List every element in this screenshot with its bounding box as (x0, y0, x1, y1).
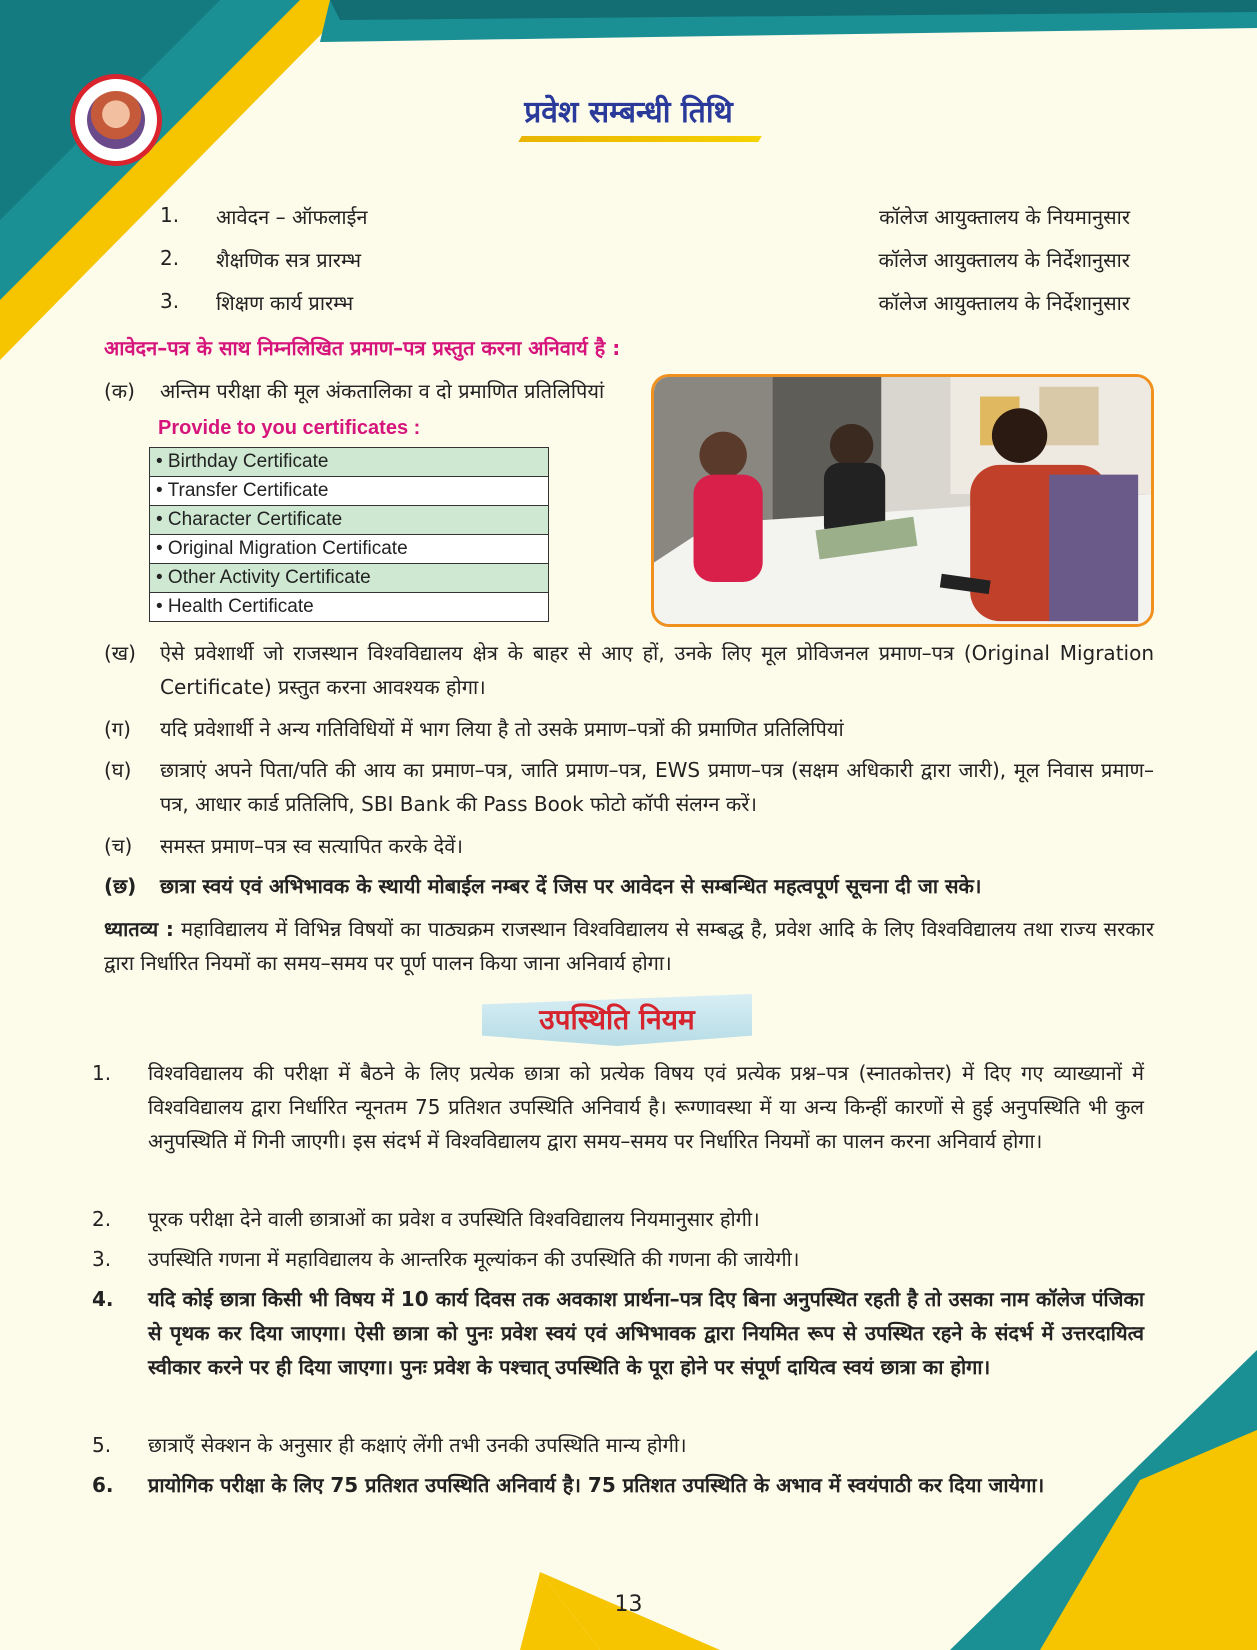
rule-text: यदि कोई छात्रा किसी भी विषय में 10 कार्य दिवस तक अवकाश प्रार्थना–पत्र दिए बिना अनुपस्थित रहती है तो उसका नाम कॉलेज पंजिका से पृथक कर दिया जाएगा। ऐसी छात्रा को पुनः प्रवेश स्वयं एवं अभिभावक द्वारा नियमित रूप से उपस्थित रहने के संदर्भ में उत्तरदायित्व स्वीकार करने पर ही दिया जाएगा। पुनः प्रवेश के पश्चात् उपस्थिति के पूरा होने पर संपूर्ण दायित्व स्वयं छात्रा का होगा। (148, 1287, 1144, 1379)
table-row (150, 448, 549, 477)
document-item (104, 374, 644, 408)
document-text: छात्रा स्वयं एवं अभिभावक के स्थायी मोबाईल नम्बर दें जिस पर आवेदन से सम्बन्धित महत्वपूर्ण सूचना दी जा सके। (160, 874, 982, 898)
schedule-label: शैक्षणिक सत्र प्रारम्भ (216, 248, 362, 272)
page-number: 13 (614, 1592, 643, 1617)
schedule-row (160, 203, 1130, 233)
document-marker: (क) (104, 379, 135, 403)
rule-number: 4. (92, 1287, 114, 1311)
table-row (150, 506, 549, 535)
document-text: यदि प्रवेशार्थी ने अन्य गतिविधियों में भाग लिया है तो उसके प्रमाण–पत्रों की प्रमाणित प्रतिलिपियां (160, 717, 844, 741)
admission-desk-photo (651, 374, 1154, 627)
attendance-rule (92, 1468, 1144, 1502)
certificate-item: • Character Certificate (150, 506, 549, 535)
note-block (104, 912, 1154, 980)
schedule-number: 2. (160, 246, 180, 270)
schedule-value: कॉलेज आयुक्तालय के निर्देशानुसार (878, 291, 1130, 315)
document-marker: (ख) (104, 641, 136, 665)
rule-text: छात्राएँ सेक्शन के अनुसार ही कक्षाएं लेंगी तभी उनकी उपस्थिति मान्य होगी। (148, 1433, 687, 1457)
rule-number: 1. (92, 1061, 112, 1085)
rule-text: प्रायोगिक परीक्षा के लिए 75 प्रतिशत उपस्थिति अनिवार्य है। 75 प्रतिशत उपस्थिति के अभाव में स्वयंपाठी कर दिया जायेगा। (148, 1473, 1045, 1497)
title-underline (518, 136, 761, 142)
document-item (104, 753, 1154, 821)
certificates-heading: Provide to you certificates : (158, 417, 421, 439)
table-row (150, 535, 549, 564)
rule-number: 6. (92, 1473, 114, 1497)
document-text: छात्राएं अपने पिता/पति की आय का प्रमाण–पत्र, जाति प्रमाण–पत्र, EWS प्रमाण–पत्र (सक्षम अधिकारी द्वारा जारी), मूल निवास प्रमाण–पत्र, आधार कार्ड प्रतिलिपि, SBI Bank की Pass Book फोटो कॉपी संलग्न करें। (160, 758, 1154, 816)
certificate-item: • Other Activity Certificate (150, 564, 549, 593)
schedule-number: 3. (160, 289, 180, 313)
rule-number: 5. (92, 1433, 112, 1457)
attendance-rule (92, 1202, 1144, 1236)
table-row (150, 564, 549, 593)
rule-text: पूरक परीक्षा देने वाली छात्राओं का प्रवेश व उपस्थिति विश्वविद्यालय नियमानुसार होगी। (148, 1207, 760, 1231)
attendance-rule (92, 1282, 1144, 1384)
document-marker: (च) (104, 834, 133, 858)
attendance-rule (92, 1428, 1144, 1462)
schedule-value: कॉलेज आयुक्तालय के निर्देशानुसार (878, 248, 1130, 272)
table-row (150, 593, 549, 622)
schedule-row (160, 289, 1130, 319)
page-title: प्रवेश सम्बन्धी तिथि (524, 95, 733, 130)
rule-text: विश्वविद्यालय की परीक्षा में बैठने के लिए प्रत्येक छात्रा को प्रत्येक विषय एवं प्रत्येक प्रश्न–पत्र (स्नातकोत्तर) में दिए गए व्याख्यानों में विश्वविद्यालय द्वारा निर्धारित न्यूनतम 75 प्रतिशत उपस्थिति अनिवार्य है। रूग्णावस्था में या अन्य किन्हीं कारणों से हुई अनुपस्थिति भी कुल अनुपस्थिति में गिनी जाएगी। इस संदर्भ में विश्वविद्यालय द्वारा समय–समय पर निर्धारित नियमों का पालन करना अनिवार्य होगा। (148, 1061, 1144, 1153)
schedule-row (160, 246, 1130, 276)
note-text: महाविद्यालय में विभिन्न विषयों का पाठ्यक्रम राजस्थान विश्वविद्यालय से सम्बद्ध है, प्रवेश आदि के लिए विश्वविद्यालय तथा राज्य सरकार द्वारा निर्धारित नियमों का समय–समय पर पूर्ण पालन किया जाना अनिवार्य होगा। (104, 917, 1155, 975)
rule-number: 3. (92, 1247, 112, 1271)
attendance-rule (92, 1056, 1144, 1158)
rule-text: उपस्थिति गणना में महाविद्यालय के आन्तरिक मूल्यांकन की उपस्थिति की गणना की जायेगी। (148, 1247, 800, 1271)
document-text: समस्त प्रमाण–पत्र स्व सत्यापित करके देवें। (160, 834, 463, 858)
document-item (104, 829, 1154, 863)
schedule-label: शिक्षण कार्य प्रारम्भ (216, 291, 354, 315)
schedule-value: कॉलेज आयुक्तालय के नियमानुसार (879, 205, 1130, 229)
document-item (104, 869, 1154, 903)
document-item (104, 636, 1154, 704)
certificate-item: • Original Migration Certificate (150, 535, 549, 564)
schedule-number: 1. (160, 203, 180, 227)
document-marker: (ग) (104, 717, 131, 741)
certificates-table (149, 447, 549, 622)
document-text: अन्तिम परीक्षा की मूल अंकतालिका व दो प्रमाणित प्रतिलिपियां (160, 379, 605, 403)
document-text: ऐसे प्रवेशार्थी जो राजस्थान विश्वविद्यालय क्षेत्र के बाहर से आए हों, उनके लिए मूल प्रोविजनल प्रमाण–पत्र (Original Migration Certificate) प्रस्तुत करना आवश्यक होगा। (160, 641, 1154, 699)
certificate-item: • Birthday Certificate (150, 448, 549, 477)
table-row (150, 477, 549, 506)
document-item (104, 712, 1154, 746)
schedule-label: आवेदन – ऑफलाईन (216, 205, 368, 229)
certificate-item: • Transfer Certificate (150, 477, 549, 506)
document-marker: (छ) (104, 874, 137, 898)
certificate-item: • Health Certificate (150, 593, 549, 622)
document-marker: (घ) (104, 758, 132, 782)
documents-heading: आवेदन–पत्र के साथ निम्नलिखित प्रमाण–पत्र प्रस्तुत करना अनिवार्य है : (104, 336, 621, 360)
note-label: ध्यातव्य : (104, 917, 174, 941)
attendance-rule (92, 1242, 1144, 1276)
attendance-title: उपस्थिति नियम (539, 1003, 695, 1036)
rule-number: 2. (92, 1207, 112, 1231)
